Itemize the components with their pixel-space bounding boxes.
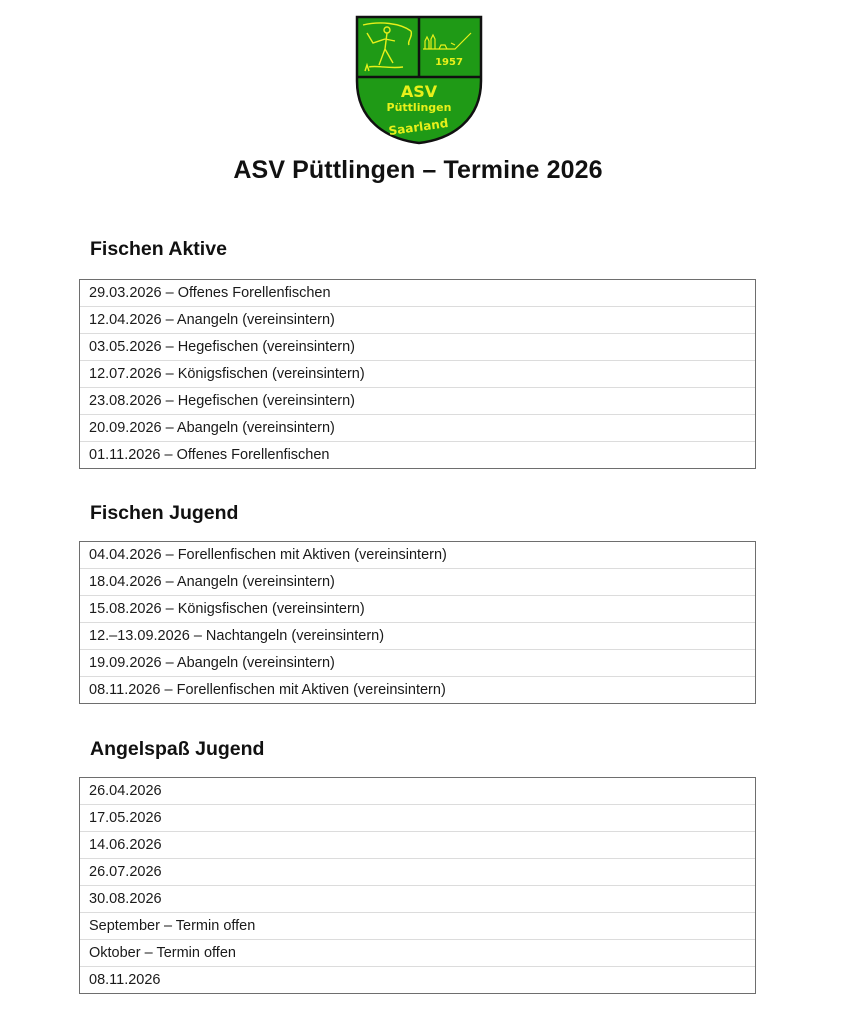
- table-row: Oktober – Termin offen: [80, 939, 755, 966]
- svg-text:ASV: ASV: [400, 82, 438, 101]
- section-title-angelspass-jugend: Angelspaß Jugend: [90, 738, 265, 760]
- table-fischen-jugend: [79, 541, 756, 704]
- section-title-fischen-aktive: Fischen Aktive: [90, 238, 227, 260]
- table-row: 26.04.2026: [89, 783, 162, 799]
- table-row: 30.08.2026: [80, 885, 755, 912]
- table-row: 18.04.2026 – Anangeln (vereinsintern): [80, 568, 755, 595]
- table-row: 29.03.2026 – Offenes Forellenfischen: [89, 285, 331, 301]
- table-row: 15.08.2026 – Königsfischen (vereinsintern): [80, 595, 755, 622]
- club-logo-icon: [355, 15, 483, 145]
- svg-text:1957: 1957: [435, 57, 463, 68]
- table-angelspass-jugend: [79, 777, 756, 994]
- table-row: 01.11.2026 – Offenes Forellenfischen: [80, 441, 755, 468]
- table-row: 14.06.2026: [80, 831, 755, 858]
- table-row: 12.04.2026 – Anangeln (vereinsintern): [80, 306, 755, 333]
- table-row: 08.11.2026: [80, 966, 755, 993]
- table-row: 08.11.2026 – Forellenfischen mit Aktiven (vereinsintern): [80, 676, 755, 703]
- table-row: 19.09.2026 – Abangeln (vereinsintern): [80, 649, 755, 676]
- table-row: 20.09.2026 – Abangeln (vereinsintern): [80, 414, 755, 441]
- section-title-fischen-jugend: Fischen Jugend: [90, 502, 239, 524]
- table-fischen-aktive: [79, 279, 756, 469]
- table-row: 26.07.2026: [80, 858, 755, 885]
- table-row: 23.08.2026 – Hegefischen (vereinsintern): [80, 387, 755, 414]
- svg-text:Püttlingen: Püttlingen: [386, 101, 452, 114]
- page-title: ASV Püttlingen – Termine 2026: [233, 156, 603, 184]
- table-row: 17.05.2026: [80, 804, 755, 831]
- svg-text:Saarland: Saarland: [387, 115, 450, 139]
- table-row: September – Termin offen: [80, 912, 755, 939]
- table-row: 12.07.2026 – Königsfischen (vereinsintern): [80, 360, 755, 387]
- table-row: 04.04.2026 – Forellenfischen mit Aktiven (vereinsintern): [89, 547, 447, 563]
- table-row: 03.05.2026 – Hegefischen (vereinsintern): [80, 333, 755, 360]
- table-row: 12.–13.09.2026 – Nachtangeln (vereinsintern): [80, 622, 755, 649]
